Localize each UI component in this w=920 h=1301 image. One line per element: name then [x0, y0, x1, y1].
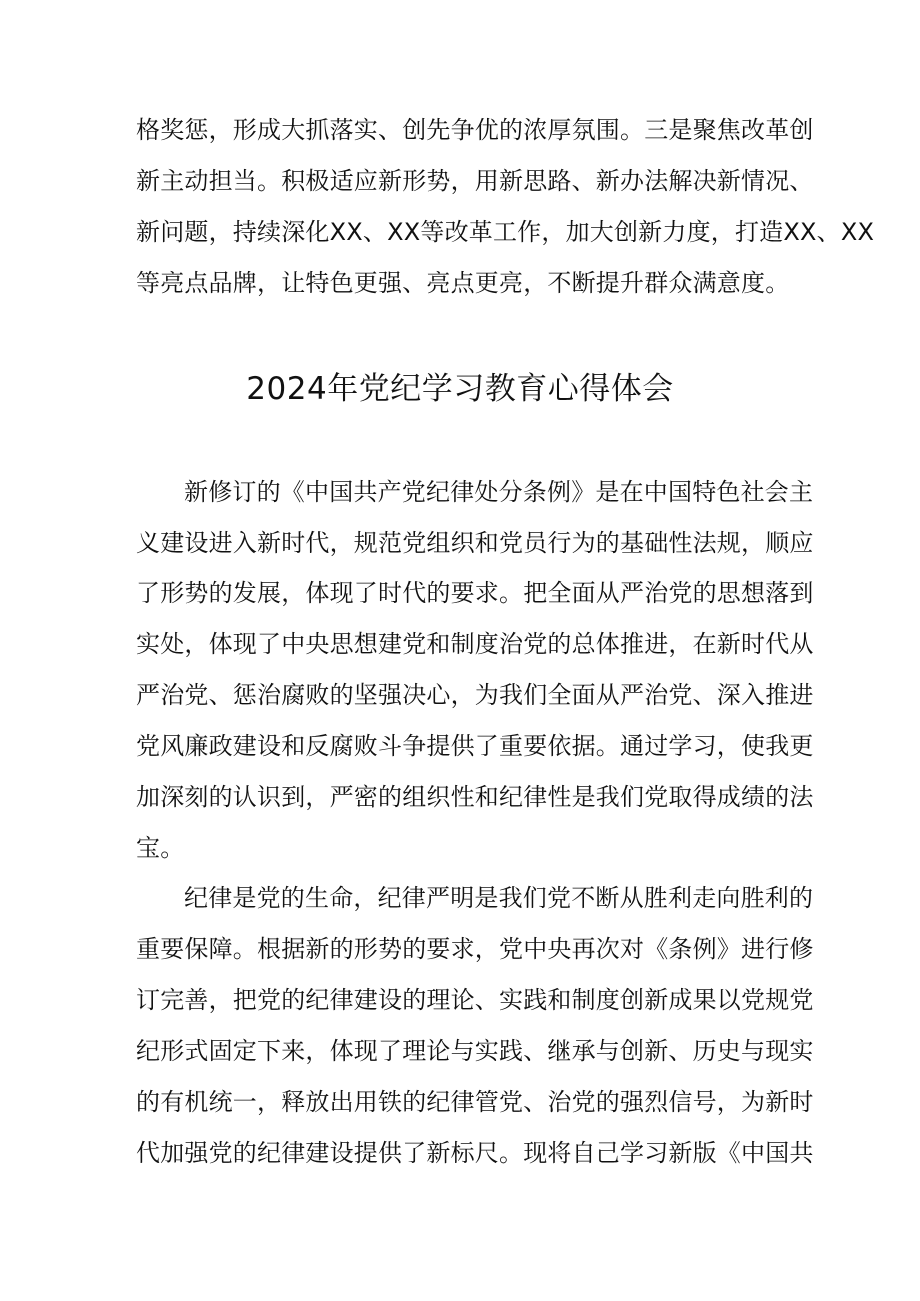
- document-title: 2024年党纪学习教育心得体会: [246, 371, 674, 407]
- body-text-line: 实处，体现了中央思想建党和制度治党的总体推进，在新时代从: [136, 630, 814, 658]
- body-text-line: 义建设进入新时代，规范党组织和党员行为的基础性法规，顺应: [136, 529, 814, 557]
- body-text-line: 加深刻的认识到，严密的组织性和纪律性是我们党取得成绩的法: [136, 783, 814, 811]
- body-text-line: 等亮点品牌，让特色更强、亮点更亮，不断提升群众满意度。: [136, 269, 790, 297]
- body-text-line: 纪形式固定下来，体现了理论与实践、继承与创新、历史与现实: [136, 1037, 814, 1065]
- body-text-line: 新主动担当。积极适应新形势，用新思路、新办法解决新情况、: [136, 167, 814, 195]
- body-text-line: 的有机统一，释放出用铁的纪律管党、治党的强烈信号，为新时: [136, 1088, 814, 1116]
- body-text-line: 重要保障。根据新的形势的要求，党中央再次对《条例》进行修: [136, 935, 814, 963]
- paragraph-first-line: 纪律是党的生命，纪律严明是我们党不断从胜利走向胜利的: [184, 884, 814, 912]
- body-text-line: 宝。: [136, 834, 185, 862]
- body-text-line: 新问题，持续深化XX、XX等改革工作，加大创新力度，打造XX、XX: [136, 218, 875, 246]
- body-text-line: 代加强党的纪律建设提供了新标尺。现将自己学习新版《中国共: [136, 1139, 814, 1167]
- body-text-line: 严治党、惩治腐败的坚强决心，为我们全面从严治党、深入推进: [136, 681, 814, 709]
- body-text-line: 了形势的发展，体现了时代的要求。把全面从严治党的思想落到: [136, 579, 814, 607]
- paragraph-first-line: 新修订的《中国共产党纪律处分条例》是在中国特色社会主: [184, 478, 814, 506]
- body-text-line: 订完善，把党的纪律建设的理论、实践和制度创新成果以党规党: [136, 986, 814, 1014]
- body-text-line: 党风廉政建设和反腐败斗争提供了重要依据。通过学习，使我更: [136, 732, 814, 760]
- body-text-line: 格奖惩，形成大抓落实、创先争优的浓厚氛围。三是聚焦改革创: [136, 116, 814, 144]
